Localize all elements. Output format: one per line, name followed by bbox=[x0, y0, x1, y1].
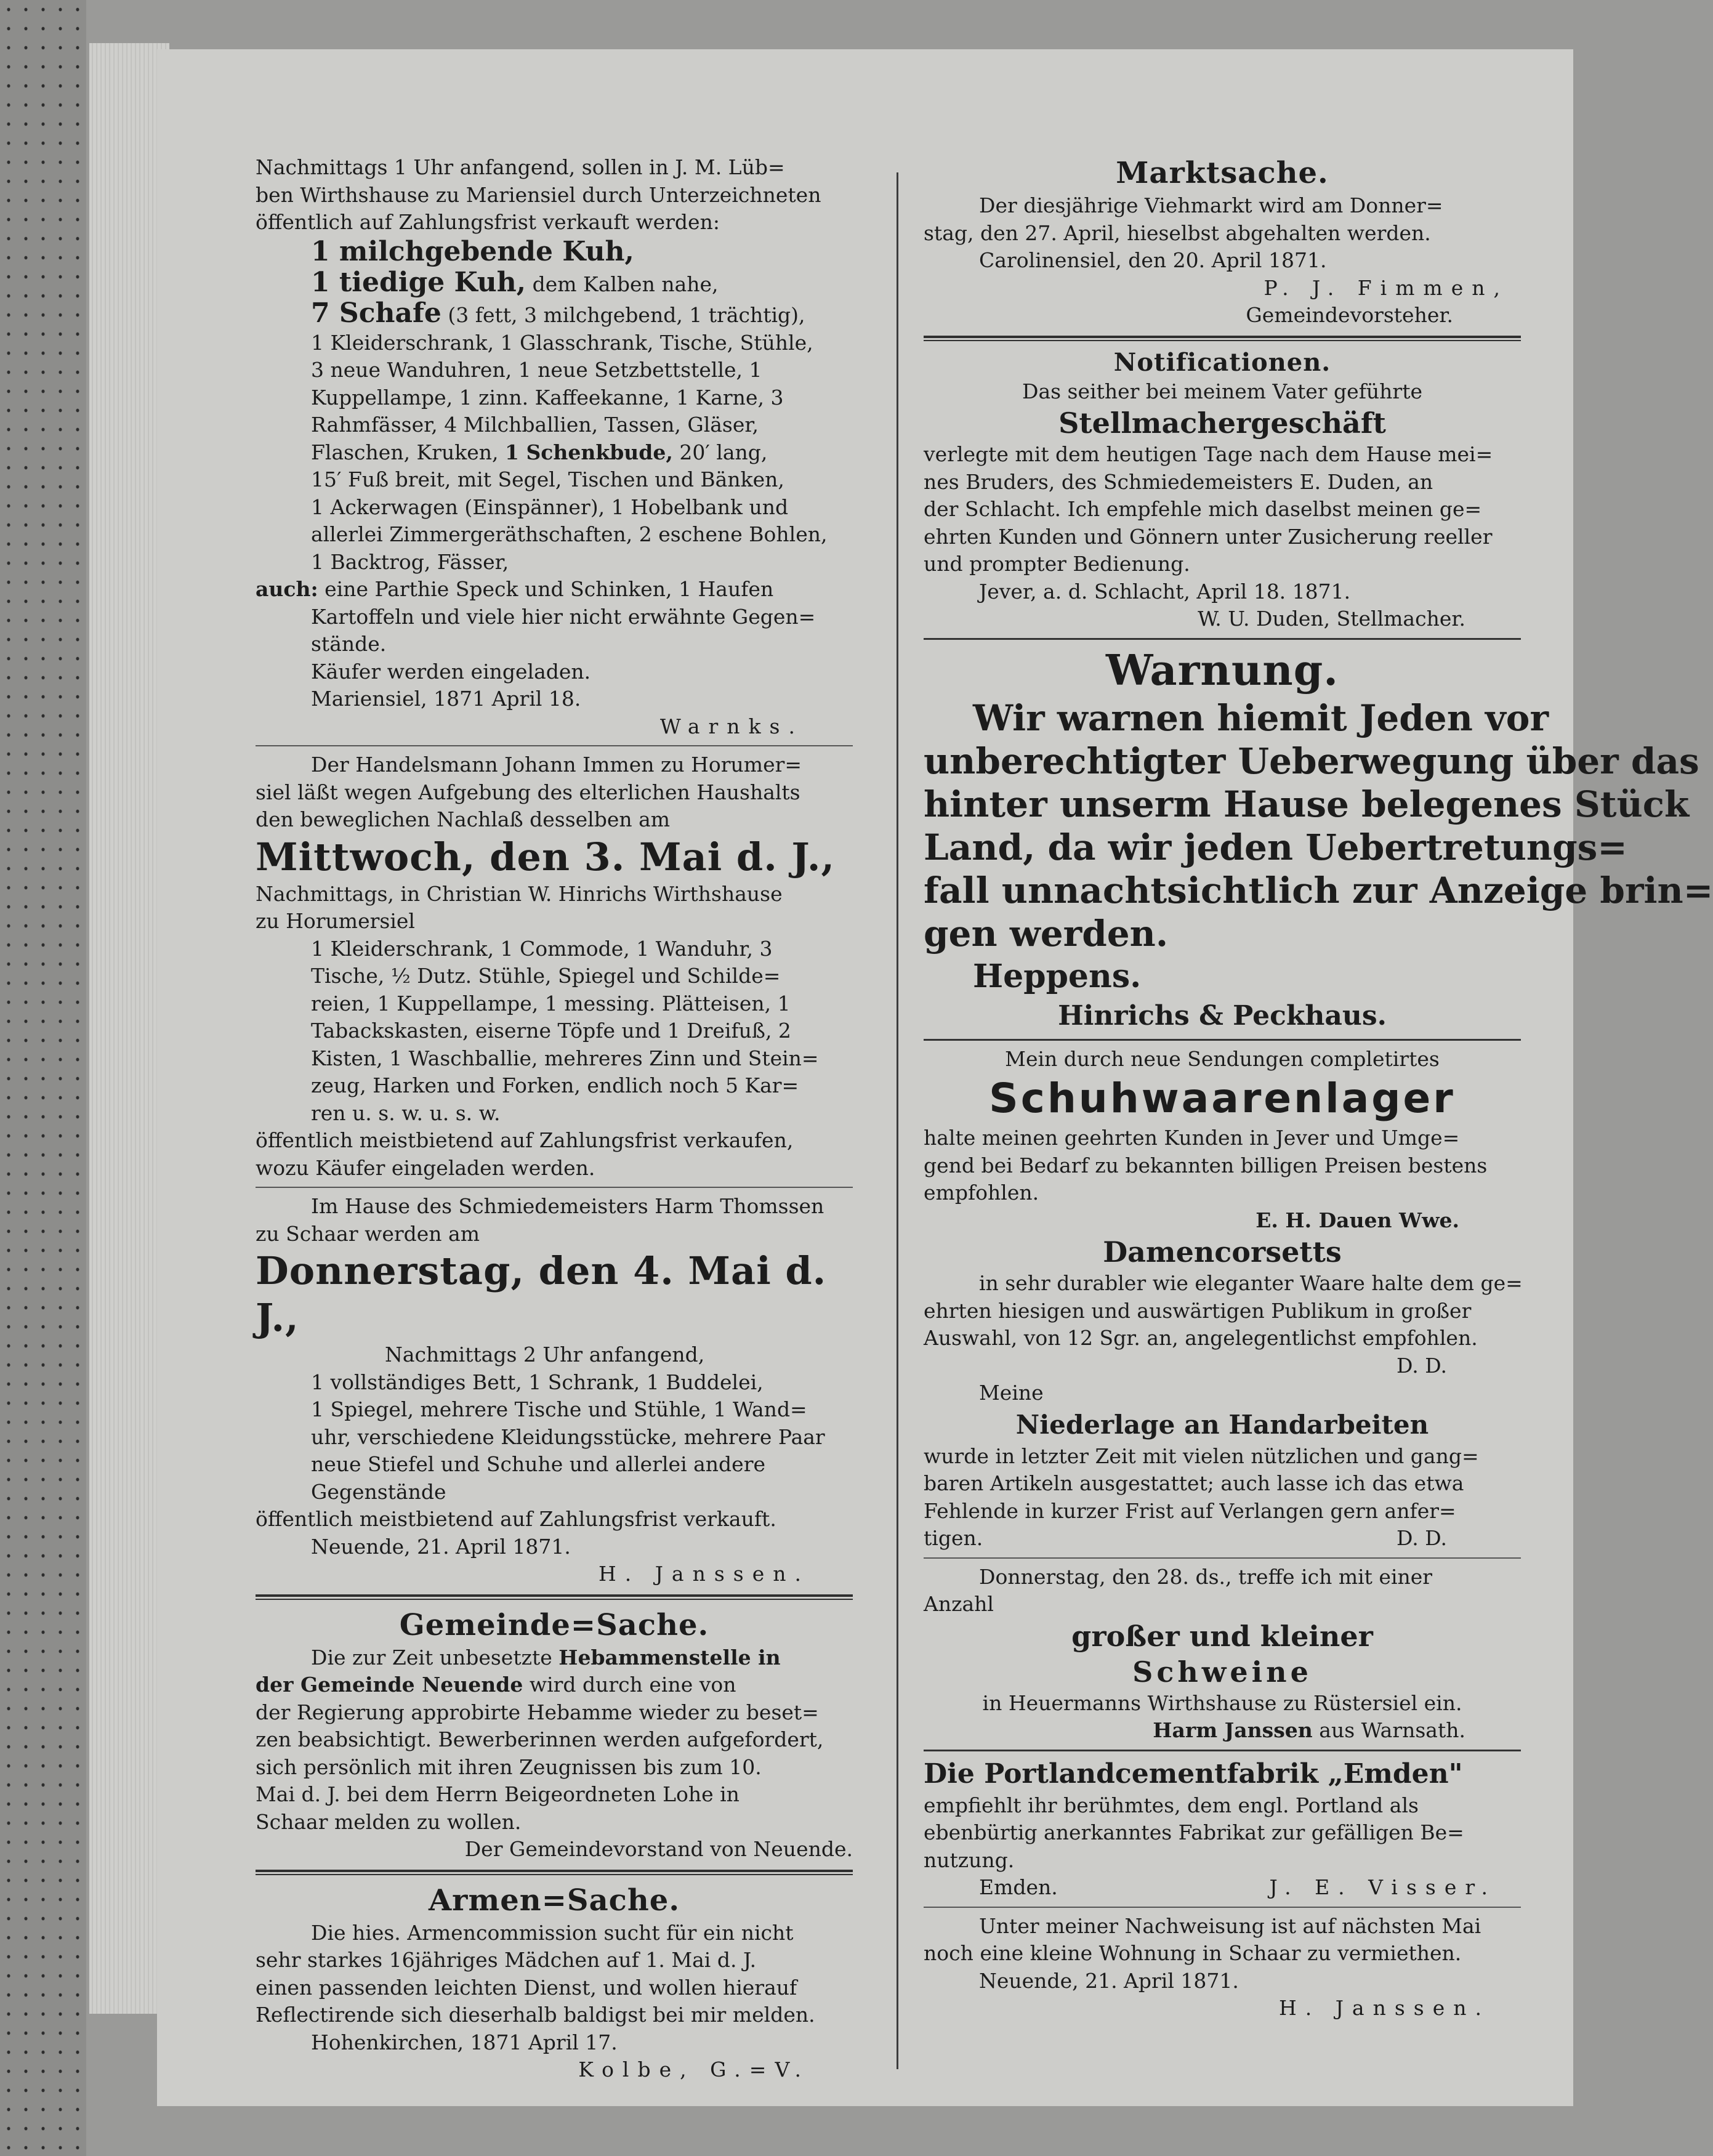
company-heading: Die Portlandcementfabrik „Emden" bbox=[924, 1758, 1463, 1790]
section-divider bbox=[256, 1594, 853, 1600]
item-line: ren u. s. w. u. s. w. bbox=[311, 1100, 501, 1125]
item-line: 1 Backtrog, Fässer, bbox=[311, 549, 509, 574]
text-line: öffentlich auf Zahlungsfrist verkauft werden: bbox=[256, 210, 720, 234]
text: wird durch eine von bbox=[523, 1673, 736, 1697]
place-date: Hohenkirchen, 1871 April 17. bbox=[311, 2030, 618, 2054]
item-detail: (3 fett, 3 milchgebend, 1 trächtig), bbox=[441, 303, 805, 327]
text-line: Unter meiner Nachweisung ist auf nächsten Mai bbox=[979, 1913, 1481, 1938]
bold-text: der Gemeinde Neuende bbox=[256, 1673, 523, 1697]
item-line: neue Stiefel und Schuhe und allerlei andere bbox=[311, 1452, 766, 1476]
text-line: noch eine kleine Wohnung in Schaar zu vermiethen. bbox=[924, 1941, 1462, 1965]
section-heading: Gemeinde=Sache. bbox=[399, 1607, 709, 1642]
item-text: 20′ lang, bbox=[672, 440, 768, 464]
divider bbox=[256, 1187, 853, 1188]
text: tigen. bbox=[924, 1526, 983, 1550]
text-line: ehrten Kunden und Gönnern unter Zusicherung reeller bbox=[924, 524, 1493, 549]
place-signature bbox=[924, 1874, 1521, 1902]
divider bbox=[256, 745, 853, 746]
text-line: Meine bbox=[979, 1381, 1044, 1405]
signature-title: Gemeindevorsteher. bbox=[1246, 303, 1453, 327]
divider bbox=[924, 1750, 1521, 1751]
text-line: Nachmittags 1 Uhr anfangend, sollen in J. M. Lüb= bbox=[256, 155, 785, 179]
item-line: 1 Kleiderschrank, 1 Glasschrank, Tische, Stühle, bbox=[311, 330, 813, 355]
warning-heading: Warnung. bbox=[1106, 645, 1339, 695]
place: Emden. bbox=[979, 1875, 1058, 1899]
item-heading: 7 Schafe bbox=[311, 297, 441, 329]
item-line: Kisten, 1 Waschballie, mehreres Zinn und Stein= bbox=[311, 1046, 819, 1070]
item-line bbox=[256, 576, 853, 604]
item-line: Tische, ½ Dutz. Stühle, Spiegel und Schilde= bbox=[311, 964, 781, 988]
signature: H. Janssen. bbox=[598, 1562, 810, 1586]
text-line: öffentlich meistbietend auf Zahlungsfrist verkaufen, bbox=[256, 1128, 794, 1152]
text-line: in Heuermanns Wirthshause zu Rüstersiel ein. bbox=[982, 1690, 1462, 1715]
signature: Hinrichs & Peckhaus. bbox=[1058, 999, 1387, 1032]
auction-notice-horumersiel bbox=[256, 751, 853, 1182]
item-text: eine Parthie Speck und Schinken, 1 Haufen bbox=[318, 577, 774, 601]
text-line bbox=[256, 1671, 853, 1699]
business-heading: Stellmachergeschäft bbox=[1058, 406, 1386, 440]
signature: Der Gemeindevorstand von Neuende. bbox=[464, 1837, 853, 1861]
section-divider bbox=[924, 336, 1521, 341]
section-markt bbox=[924, 154, 1521, 329]
shoe-store-ad bbox=[924, 1046, 1521, 1235]
item-line: allerlei Zimmergeräthschaften, 2 eschene Bohlen, bbox=[311, 522, 828, 546]
product-heading: Niederlage an Handarbeiten bbox=[1015, 1409, 1429, 1440]
text-line bbox=[256, 1644, 853, 1672]
text-line: zu Schaar werden am bbox=[256, 1221, 480, 1246]
place-date: Carolinensiel, den 20. April 1871. bbox=[979, 248, 1327, 272]
pig-sale-ad bbox=[924, 1564, 1521, 1745]
warning-line: hinter unserm Hause belegenes Stück bbox=[924, 783, 1690, 825]
signature-name: Harm Janssen bbox=[1153, 1718, 1313, 1742]
text-line: öffentlich meistbietend auf Zahlungsfrist verkauft. bbox=[256, 1507, 776, 1531]
signature: E. H. Dauen Wwe. bbox=[1256, 1208, 1459, 1232]
item-line bbox=[256, 298, 853, 329]
newspaper-page bbox=[157, 49, 1713, 2106]
text-line: der Schlacht. Ich empfehle mich daselbst meinen ge= bbox=[924, 497, 1482, 521]
product-heading: großer und kleiner bbox=[1071, 1619, 1373, 1653]
warning-line: unberechtigter Ueberwegung über das bbox=[924, 740, 1699, 782]
section-gemeinde bbox=[256, 1606, 853, 1863]
date-heading: Donnerstag, den 4. Mai d. J., bbox=[256, 1248, 827, 1340]
signature-place: aus Warnsath. bbox=[1312, 1718, 1465, 1742]
signature: W. U. Duden, Stellmacher. bbox=[1198, 607, 1465, 631]
section-divider bbox=[256, 1870, 853, 1875]
signature bbox=[924, 1717, 1521, 1745]
apartment-ad bbox=[924, 1913, 1521, 2022]
text-line: sehr starkes 16jähriges Mädchen auf 1. Mai d. J. bbox=[256, 1948, 757, 1972]
divider bbox=[924, 1907, 1521, 1908]
item-line bbox=[256, 439, 853, 467]
signature: Kolbe, G.=V. bbox=[578, 2057, 810, 2081]
text-line: Reflectirende sich dieserhalb baldigst bei mir melden. bbox=[256, 2003, 815, 2027]
text-line: empfohlen. bbox=[924, 1181, 1039, 1205]
portland-cement-ad bbox=[924, 1756, 1521, 1902]
text-line: gend bei Bedarf zu bekannten billigen Preisen bestens bbox=[924, 1153, 1488, 1177]
warning-line: fall unnachtsichtlich zur Anzeige brin= bbox=[924, 869, 1713, 911]
item-line: 1 vollständiges Bett, 1 Schrank, 1 Buddelei, bbox=[311, 1370, 764, 1394]
text-line: Die hies. Armencommission sucht für ein nicht bbox=[311, 1920, 794, 1945]
store-heading: Schuhwaarenlager bbox=[989, 1075, 1456, 1122]
text-line: ehrten hiesigen und auswärtigen Publikum in großer bbox=[924, 1298, 1472, 1323]
right-column bbox=[924, 154, 1713, 2022]
text-line: verlegte mit dem heutigen Tage nach dem Hause mei= bbox=[924, 442, 1493, 466]
text-line bbox=[924, 1525, 1521, 1552]
item-line: uhr, verschiedene Kleidungsstücke, mehrere Paar bbox=[311, 1424, 825, 1449]
product-heading: Damencorsetts bbox=[1103, 1235, 1342, 1269]
divider bbox=[924, 1039, 1521, 1041]
text-line: sich persönlich mit ihren Zeugnissen bis zum 10. bbox=[256, 1754, 762, 1779]
text-line: nes Bruders, des Schmiedemeisters E. Duden, an bbox=[924, 469, 1433, 494]
text-line: ebenbürtig anerkanntes Fabrikat zur gefälligen Be= bbox=[924, 1820, 1464, 1844]
left-column bbox=[256, 154, 853, 2084]
signature: H. Janssen. bbox=[1278, 1996, 1490, 2020]
text-line: baren Artikeln ausgestattet; auch lasse ich das etwa bbox=[924, 1471, 1464, 1495]
text-line: Anzahl bbox=[924, 1592, 994, 1616]
bold-text: Hebammenstelle in bbox=[558, 1645, 781, 1669]
text-line: Der diesjährige Viehmarkt wird am Donner= bbox=[979, 193, 1443, 217]
section-notificationen bbox=[924, 347, 1521, 633]
text-line: Käufer werden eingeladen. bbox=[311, 659, 591, 684]
text-line: Der Handelsmann Johann Immen zu Horumer= bbox=[311, 753, 802, 777]
text-line: in sehr durabler wie eleganter Waare halte dem ge= bbox=[979, 1271, 1523, 1295]
section-heading: Marktsache. bbox=[1116, 156, 1329, 190]
auction-notice-schaar bbox=[256, 1193, 853, 1588]
warning-notice bbox=[924, 645, 1713, 1034]
text-line: Schaar melden zu wollen. bbox=[256, 1809, 522, 1834]
text-line: siel läßt wegen Aufgebung des elterlichen Haushalts bbox=[256, 780, 800, 804]
item-text: Flaschen, Kruken, bbox=[311, 440, 505, 464]
warning-line: Land, da wir jeden Uebertretungs= bbox=[924, 826, 1627, 868]
item-line bbox=[256, 267, 853, 299]
text-line: einen passenden leichten Dienst, und wollen hierauf bbox=[256, 1975, 797, 2000]
place-date: Mariensiel, 1871 April 18. bbox=[311, 687, 581, 711]
section-heading: Armen=Sache. bbox=[428, 1883, 680, 1918]
text-line: Mein durch neue Sendungen completirtes bbox=[1005, 1046, 1440, 1071]
text-line: ben Wirthshause zu Mariensiel durch Unterzeichneten bbox=[256, 182, 821, 207]
text-line: Nachmittags, in Christian W. Hinrichs Wirthshause bbox=[256, 881, 783, 906]
product-heading: Schweine bbox=[1132, 1655, 1312, 1689]
place-date: Neuende, 21. April 1871. bbox=[311, 1534, 571, 1559]
divider bbox=[924, 638, 1521, 640]
item-line: 1 Spiegel, mehrere Tische und Stühle, 1 Wand= bbox=[311, 1397, 807, 1421]
item-heading: 1 tiedige Kuh, bbox=[311, 266, 526, 298]
item-line: zeug, Harken und Forken, endlich noch 5 Kar= bbox=[311, 1073, 799, 1097]
text-line: Donnerstag, den 28. ds., treffe ich mit einer bbox=[979, 1564, 1433, 1589]
warning-place: Heppens. bbox=[973, 957, 1142, 995]
place-date: Jever, a. d. Schlacht, April 18. 1871. bbox=[979, 579, 1351, 604]
item-heading: 1 milchgebende Kuh, bbox=[311, 235, 634, 267]
date-heading: Mittwoch, den 3. Mai d. J., bbox=[256, 834, 836, 879]
text-line: nutzung. bbox=[924, 1847, 1015, 1872]
auch-label: auch: bbox=[256, 577, 318, 601]
text-line: stag, den 27. April, hieselbst abgehalten werden. bbox=[924, 220, 1431, 245]
signature: J. E. Visser. bbox=[1269, 1875, 1496, 1899]
signature: D. D. bbox=[1396, 1353, 1447, 1378]
item-line: Gegenstände bbox=[311, 1479, 446, 1504]
item-line: 15′ Fuß breit, mit Segel, Tischen und Bänken, bbox=[311, 467, 784, 491]
text-line: Auswahl, von 12 Sgr. an, angelegentlichst empfohlen. bbox=[924, 1326, 1478, 1350]
signature: Warnks. bbox=[659, 714, 804, 738]
item-line: reien, 1 Kuppellampe, 1 messing. Plätteisen, 1 bbox=[311, 991, 791, 1015]
text-line: der Regierung approbirte Hebamme wieder zu beset= bbox=[256, 1700, 819, 1724]
auction-notice-mariensiel bbox=[256, 154, 853, 740]
warning-line: gen werden. bbox=[924, 912, 1169, 955]
item-line: 3 neue Wanduhren, 1 neue Setzbettstelle, 1 bbox=[311, 358, 762, 382]
text-line: wurde in letzter Zeit mit vielen nützlichen und gang= bbox=[924, 1443, 1479, 1468]
text-line: halte meinen geehrten Kunden in Jever und Umge= bbox=[924, 1126, 1460, 1150]
text-line: empfiehlt ihr berühmtes, dem engl. Portland als bbox=[924, 1793, 1419, 1817]
item-line: Tabackskasten, eiserne Töpfe und 1 Dreifuß, 2 bbox=[311, 1019, 791, 1043]
text-line: Im Hause des Schmiedemeisters Harm Thomssen bbox=[311, 1194, 824, 1218]
text-line: den beweglichen Nachlaß desselben am bbox=[256, 807, 671, 831]
text-line: Das seither bei meinem Vater geführte bbox=[1022, 379, 1422, 403]
divider bbox=[924, 1557, 1521, 1559]
item-line: Kartoffeln und viele hier nicht erwähnte Gegen= bbox=[311, 604, 816, 629]
text-line: Nachmittags 2 Uhr anfangend, bbox=[385, 1342, 705, 1367]
text-line: Mai d. J. bei dem Herrn Beigeordneten Lohe in bbox=[256, 1782, 740, 1806]
handarbeiten-ad bbox=[924, 1379, 1521, 1552]
item-line: Rahmfässer, 4 Milchballien, Tassen, Gläser, bbox=[311, 413, 759, 437]
scanner-surface-texture bbox=[0, 0, 86, 2156]
text-line: wozu Käufer eingeladen werden. bbox=[256, 1155, 595, 1180]
section-armen bbox=[256, 1881, 853, 2084]
warning-line: Wir warnen hiemit Jeden vor bbox=[973, 696, 1549, 739]
item-heading: 1 Schenkbude, bbox=[505, 440, 673, 464]
text-line: Fehlende in kurzer Frist auf Verlangen gern anfer= bbox=[924, 1498, 1456, 1523]
column-divider bbox=[897, 172, 898, 2069]
text-line: und prompter Bedienung. bbox=[924, 552, 1190, 576]
item-line: stände. bbox=[311, 632, 387, 656]
text-line: zu Horumersiel bbox=[256, 909, 415, 933]
item-line: Kuppellampe, 1 zinn. Kaffeekanne, 1 Karne, 3 bbox=[311, 385, 784, 410]
item-detail: dem Kalben nahe, bbox=[526, 272, 719, 296]
text-line: zen beabsichtigt. Bewerberinnen werden aufgefordert, bbox=[256, 1727, 824, 1751]
item-line: 1 Kleiderschrank, 1 Commode, 1 Wanduhr, 3 bbox=[311, 936, 773, 961]
place-date: Neuende, 21. April 1871. bbox=[979, 1968, 1239, 1993]
signature: P. J. Fimmen, bbox=[1264, 275, 1509, 300]
item-line: 1 Ackerwagen (Einspänner), 1 Hobelbank und bbox=[311, 495, 789, 519]
section-heading: Notificationen. bbox=[1113, 347, 1331, 377]
corset-ad bbox=[924, 1234, 1521, 1379]
signature: D. D. bbox=[1396, 1526, 1447, 1550]
text: Die zur Zeit unbesetzte bbox=[311, 1645, 559, 1669]
